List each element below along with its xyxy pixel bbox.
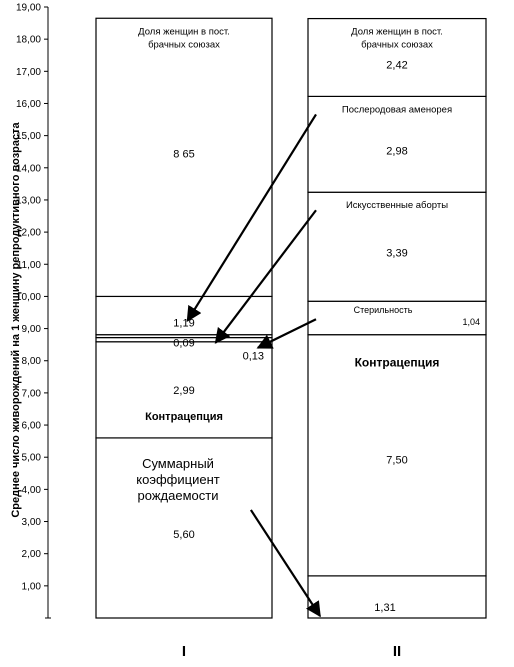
category-label: II <box>392 643 402 660</box>
y-tick-label: 14,00 <box>15 163 41 175</box>
y-tick-label: 6,00 <box>21 420 41 432</box>
category-labels <box>182 643 401 660</box>
segment-name-marriage: Доля женщин в пост. <box>138 26 230 38</box>
y-tick-label: 9,00 <box>21 324 41 336</box>
y-tick-label: 1,00 <box>21 581 41 593</box>
segment-name-contraception: Контрацепция <box>145 410 223 423</box>
segment-value-marriage-I: 8 65 <box>173 148 195 161</box>
y-axis <box>16 3 51 619</box>
segment-name-marriage: брачных союзах <box>148 39 220 51</box>
segment-name-amenorrhea: Послеродовая аменорея <box>341 104 453 116</box>
segment-name-abortion: Искусственные аборты <box>345 200 449 212</box>
y-tick-label: 19,00 <box>15 2 41 14</box>
y-tick-label: 12,00 <box>15 227 41 239</box>
y-tick-label: 13,00 <box>15 195 41 207</box>
y-tick-label: 4,00 <box>21 484 41 496</box>
y-tick-label: 16,00 <box>15 98 41 110</box>
segment-value-abortion-II: 3,39 <box>386 247 408 260</box>
y-tick-label: 11,00 <box>16 259 41 271</box>
y-tick-label: 7,00 <box>21 388 41 400</box>
segment-name-sterility: Стерильность <box>353 305 413 316</box>
segment-name-marriage: Доля женщин в пост. <box>351 26 443 38</box>
y-tick-label: 3,00 <box>21 517 41 529</box>
category-label: I <box>181 643 187 660</box>
segment-value-amenorrhea-II: 2,98 <box>386 145 408 158</box>
segment-value-sterility-II: 1,04 <box>462 317 480 328</box>
segment-value-marriage-II: 2,42 <box>386 59 408 72</box>
segment-value-tfr-I: 5,60 <box>173 528 195 541</box>
segment-value-contraception-I: 2,99 <box>173 384 195 397</box>
segment-name-tfr: рождаемости <box>137 487 219 503</box>
segment-name-tfr: коэффициент <box>136 471 220 487</box>
segment-value-amenorrhea-I: 1,19 <box>173 317 195 330</box>
segment-name-contraception: Контрацепция <box>354 355 440 370</box>
segment-value-abortion-I: 0,09 <box>173 337 195 350</box>
y-tick-label: 2,00 <box>21 549 41 561</box>
segment-value-sterility-I: 0,13 <box>242 350 264 363</box>
y-tick-label: 15,00 <box>15 131 41 143</box>
segment-name-tfr: Суммарный <box>142 455 214 471</box>
y-tick-label: 18,00 <box>15 34 41 46</box>
bar-segment-tfr-II <box>308 576 486 618</box>
y-tick-label: 5,00 <box>21 452 41 464</box>
y-tick-label: 8,00 <box>21 356 41 368</box>
y-axis-label: Среднее число живорождений на 1 женщину репродуктивного возраста <box>10 122 22 518</box>
y-tick-label: 17,00 <box>15 66 41 78</box>
segment-name-marriage: брачных союзах <box>361 39 433 51</box>
segment-value-tfr-II: 1,31 <box>374 601 396 614</box>
y-tick-label: 10,00 <box>15 291 41 303</box>
segment-value-contraception-II: 7,50 <box>386 454 408 467</box>
